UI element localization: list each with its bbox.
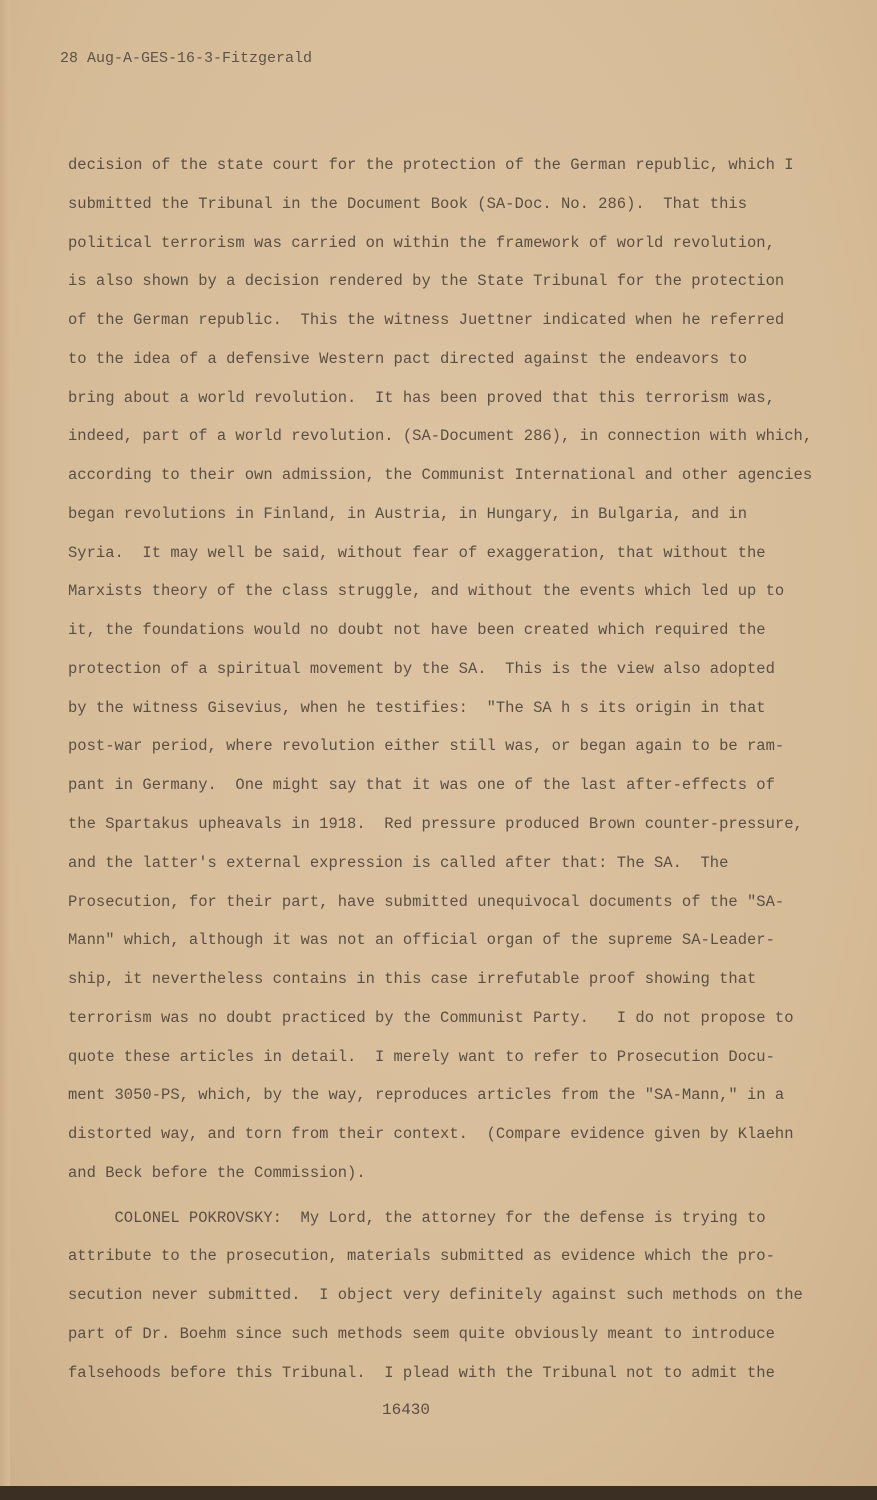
text-line: Prosecution, for their part, have submitted unequivocal documents of the "SA- <box>68 892 785 911</box>
text-line: post-war period, where revolution either still was, or began again to be ram- <box>68 737 785 756</box>
text-line: ship, it nevertheless contains in this case irrefutable proof showing that <box>68 970 757 989</box>
bottom-border <box>0 1486 877 1500</box>
text-line: it, the foundations would no doubt not have been created which required the <box>68 621 766 640</box>
text-line: falsehoods before this Tribunal. I plead with the Tribunal not to admit the <box>68 1363 775 1382</box>
text-line: secution never submitted. I object very definitely against such methods on the <box>68 1286 803 1305</box>
page-number: 16430 <box>382 1401 431 1419</box>
text-line: indeed, part of a world revolution. (SA-Document 286), in connection with which, <box>68 427 813 446</box>
text-line: is also shown by a decision rendered by the State Tribunal for the protection <box>68 272 785 291</box>
text-line: decision of the state court for the protection of the German republic, which I <box>68 156 794 174</box>
text-line: pant in Germany. One might say that it was one of the last after-effects of <box>68 776 775 795</box>
document-header: 28 Aug-A-GES-16-3-Fitzgerald <box>60 50 313 67</box>
speaker-line: COLONEL POKROVSKY: My Lord, the attorney for the defense is trying to <box>68 1208 766 1227</box>
text-line: part of Dr. Boehm since such methods seem quite obviously meant to introduce <box>68 1324 775 1343</box>
document-body <box>68 146 812 1393</box>
text-line: ment 3050-PS, which, by the way, reproduces articles from the "SA-Mann," in a <box>68 1086 785 1105</box>
text-line: the Spartakus upheavals in 1918. Red pressure produced Brown counter-pressure, <box>68 815 803 834</box>
text-line: submitted the Tribunal in the Document Book (SA-Doc. No. 286). That this <box>68 194 748 213</box>
text-line: and Beck before the Commission). <box>68 1163 366 1182</box>
text-line: political terrorism was carried on within the framework of world revolution, <box>68 233 775 252</box>
paper-edge <box>0 0 10 1500</box>
text-line: to the idea of a defensive Western pact directed against the endeavors to <box>68 349 748 368</box>
text-line: protection of a spiritual movement by the SA. This is the view also adopted <box>68 659 775 678</box>
text-line: Syria. It may well be said, without fear of exaggeration, that without the <box>68 543 766 562</box>
text-line: terrorism was no doubt practiced by the Communist Party. I do not propose to <box>68 1008 794 1027</box>
text-line: Marxists theory of the class struggle, and without the events which led up to <box>68 582 785 601</box>
text-line: Mann" which, although it was not an official organ of the supreme SA-Leader- <box>68 931 775 950</box>
text-line: began revolutions in Finland, in Austria, in Hungary, in Bulgaria, and in <box>68 504 748 523</box>
text-line: distorted way, and torn from their context. (Compare evidence given by Klaehn <box>68 1125 794 1144</box>
text-line: quote these articles in detail. I merely want to refer to Prosecution Docu- <box>68 1047 775 1066</box>
text-line: according to their own admission, the Communist International and other agencies <box>68 466 813 485</box>
text-line: bring about a world revolution. It has been proved that this terrorism was, <box>68 388 775 407</box>
text-line: of the German republic. This the witness Juettner indicated when he referred <box>68 311 785 330</box>
text-line: and the latter's external expression is called after that: The SA. The <box>68 853 729 872</box>
text-line: attribute to the prosecution, materials submitted as evidence which the pro- <box>68 1247 775 1266</box>
text-line: by the witness Gisevius, when he testifies: "The SA h s its origin in that <box>68 698 766 717</box>
